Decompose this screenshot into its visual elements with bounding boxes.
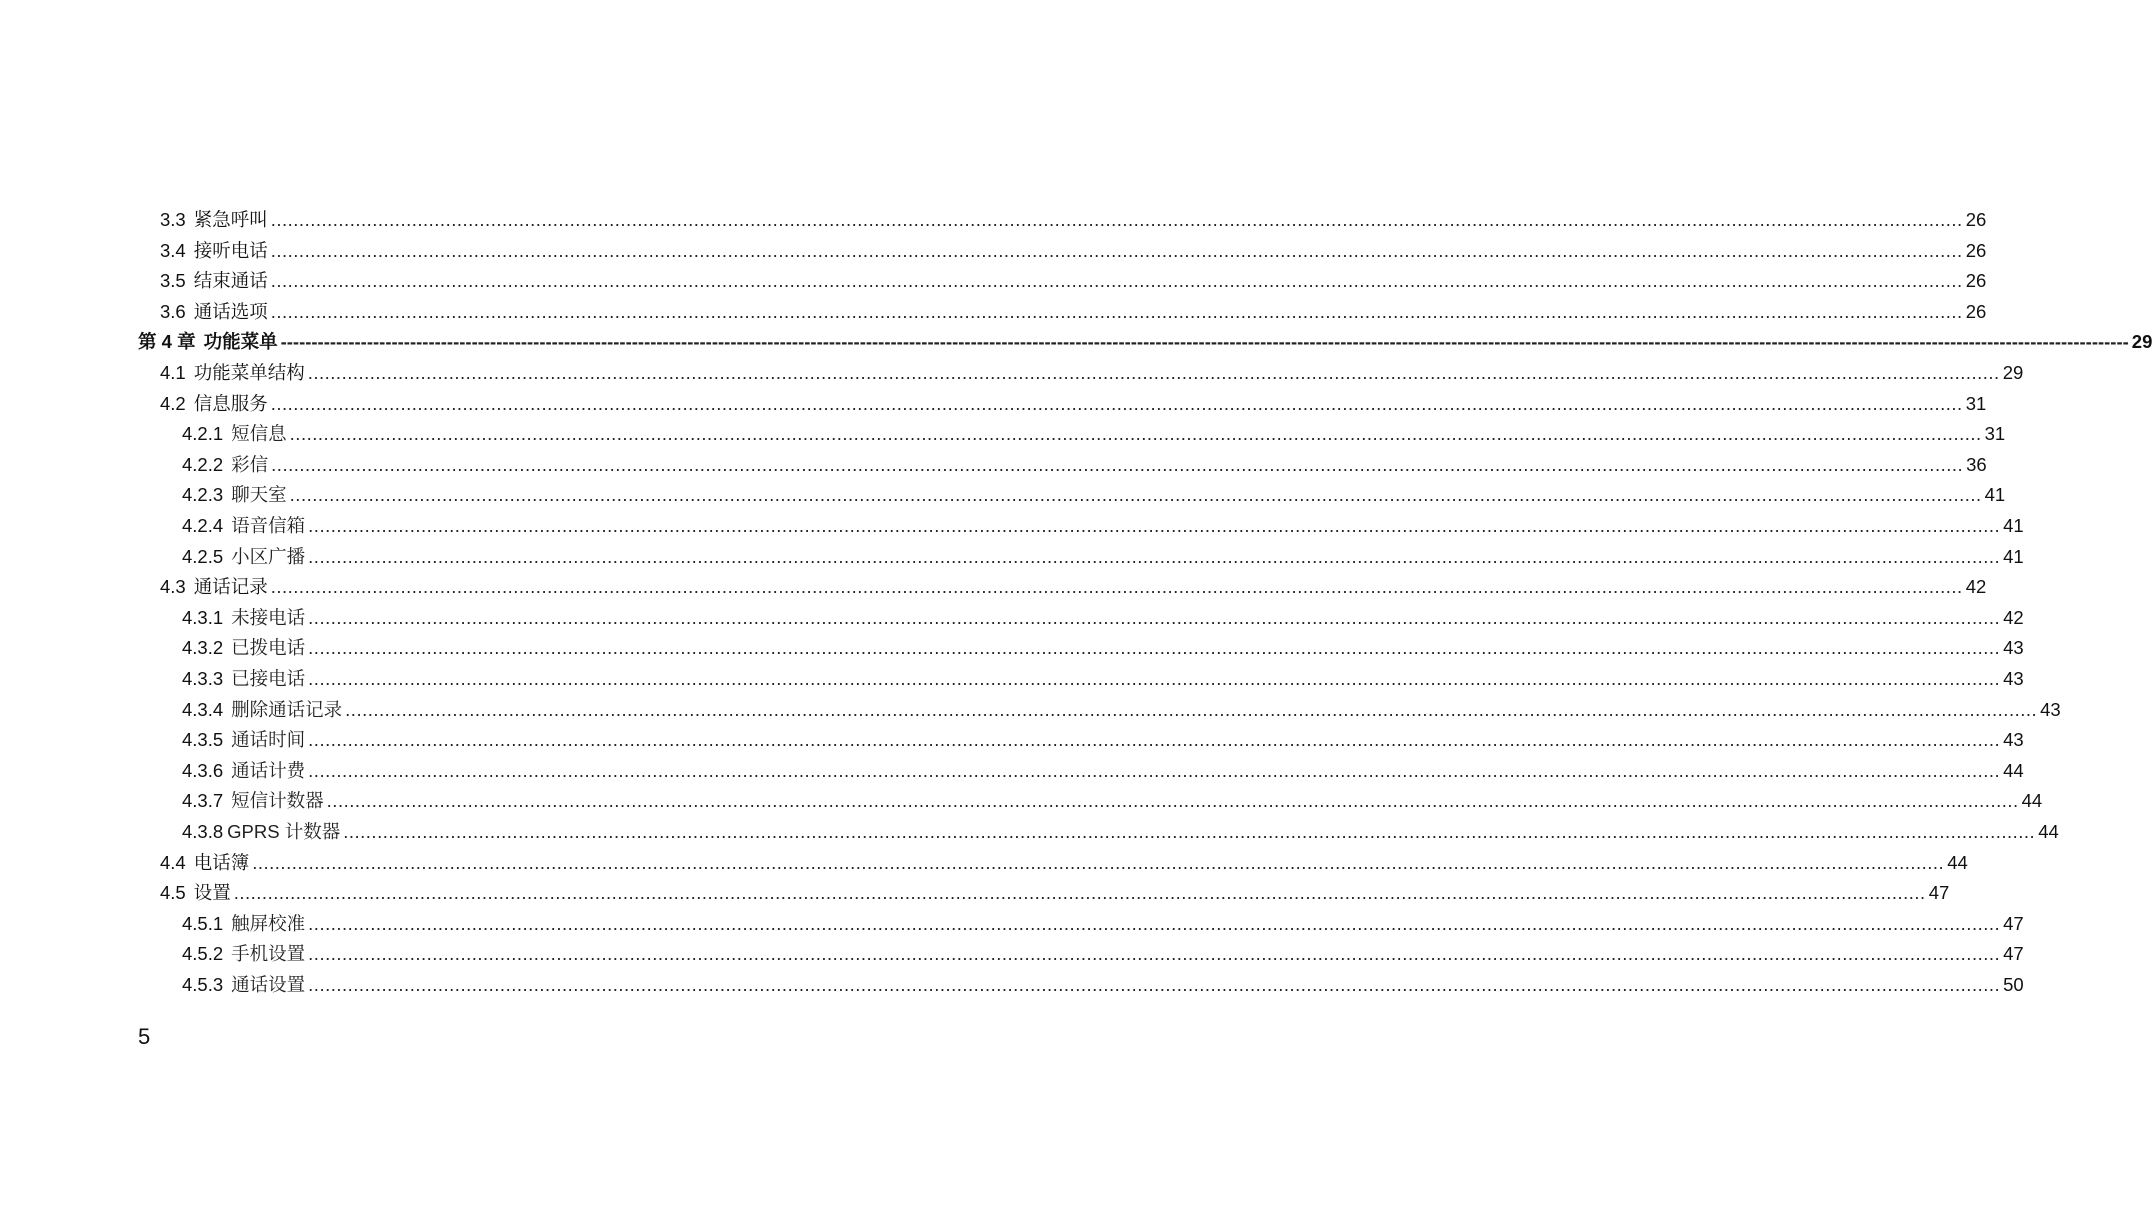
toc-leader-dots: ............................................................................................................................................................................................................................................................................................................ xyxy=(308,606,2001,628)
toc-entry-page: 42 xyxy=(2003,606,2024,628)
toc-entry-page: 44 xyxy=(1947,851,1968,873)
toc-entry-title: 功能菜单 xyxy=(203,331,278,353)
toc-entry-title: 紧急呼叫 xyxy=(193,209,268,230)
toc-entry[interactable] xyxy=(160,205,1987,235)
toc-entry[interactable] xyxy=(182,633,2024,663)
toc-entry-title: 已接电话 xyxy=(231,668,306,689)
toc-leader-dots: ............................................................................................................................................................................................................................................................................................................ xyxy=(308,515,2001,536)
toc-leader-dots: ............................................................................................................................................................................................................................................................................................................ xyxy=(307,362,2000,383)
toc-entry-number: 4.3.4 xyxy=(182,698,224,720)
toc-entry[interactable] xyxy=(182,542,2024,572)
toc-entry[interactable] xyxy=(160,572,1987,602)
toc-entry-page: 43 xyxy=(2003,637,2024,659)
toc-entry-page: 47 xyxy=(1928,882,1950,904)
toc-entry-title: 信息服务 xyxy=(193,392,268,414)
toc-entry-number: 3.5 xyxy=(160,270,186,292)
toc-entry-number: 3.3 xyxy=(160,209,186,230)
toc-entry-page: 29 xyxy=(2131,331,2152,353)
toc-entry[interactable] xyxy=(182,909,2024,939)
toc-entry-title: 电话簿 xyxy=(193,851,250,873)
toc-leader-dots: ------------------------------------------------------------------------------------------------------------------------------------------------------------------------------------------------------------------------------------------------------------------------------------------------------------ xyxy=(280,331,2129,353)
toc-entry[interactable] xyxy=(160,848,1968,878)
toc-entry-number: 4.3 xyxy=(160,576,186,598)
toc-entry[interactable] xyxy=(160,358,2024,388)
toc-entry[interactable] xyxy=(160,236,1987,266)
toc-entry-page: 42 xyxy=(1965,576,1987,598)
toc-entry-page: 41 xyxy=(2003,545,2024,567)
toc-entry[interactable] xyxy=(182,511,2024,541)
toc-leader-dots: ............................................................................................................................................................................................................................................................................................................ xyxy=(308,974,2001,995)
toc-leader-dots: ............................................................................................................................................................................................................................................................................................................ xyxy=(252,851,1945,873)
toc-entry-page: 47 xyxy=(2003,943,2024,965)
toc-entry-page: 47 xyxy=(2003,912,2024,934)
toc-entry-number: 4.2.2 xyxy=(182,453,224,475)
toc-entry-page: 44 xyxy=(2021,790,2043,812)
toc-leader-dots: ............................................................................................................................................................................................................................................................................................................ xyxy=(326,790,2019,812)
toc-entry[interactable] xyxy=(160,266,1987,296)
toc-entry-page: 41 xyxy=(2003,515,2024,536)
toc-entry-title: GPRS 计数器 xyxy=(227,821,341,842)
toc-entry-title: 删除通话记录 xyxy=(231,698,343,720)
toc-leader-dots: ............................................................................................................................................................................................................................................................................................................ xyxy=(270,300,1963,322)
toc-entry-number: 4.3.6 xyxy=(182,759,224,781)
toc-entry-number: 4.3.7 xyxy=(182,790,224,812)
toc-entry[interactable] xyxy=(182,939,2024,969)
toc-entry[interactable] xyxy=(182,970,2024,1000)
toc-entry-title: 已拨电话 xyxy=(231,637,306,659)
toc-entry-number: 4.3.3 xyxy=(182,668,224,689)
toc-leader-dots: ............................................................................................................................................................................................................................................................................................................ xyxy=(308,668,2001,689)
toc-entry-number: 4.3.1 xyxy=(182,606,224,628)
toc-entry-number: 4.5.2 xyxy=(182,943,224,965)
toc-entry-page: 26 xyxy=(1965,270,1987,292)
toc-entry[interactable] xyxy=(160,878,1950,908)
toc-entry-title: 结束通话 xyxy=(193,270,268,292)
toc-entry-number: 4.5 xyxy=(160,882,186,904)
toc-entry-title: 通话记录 xyxy=(193,576,268,598)
toc-entry-number: 4.5.3 xyxy=(182,974,224,995)
toc-entry[interactable] xyxy=(182,817,2059,847)
toc-entry-number: 4.4 xyxy=(160,851,186,873)
toc-entry[interactable] xyxy=(182,480,2006,510)
toc-entry-title: 小区广播 xyxy=(231,545,306,567)
toc-entry-title: 通话时间 xyxy=(231,729,306,751)
toc-entry[interactable] xyxy=(182,450,1987,480)
toc-leader-dots: ............................................................................................................................................................................................................................................................................................................ xyxy=(343,821,2036,842)
toc-entry-page: 36 xyxy=(1966,453,1987,475)
toc-entry[interactable] xyxy=(182,695,2061,725)
toc-entry-page: 43 xyxy=(2003,668,2024,689)
toc-entry[interactable] xyxy=(160,297,1987,327)
toc-leader-dots: ............................................................................................................................................................................................................................................................................................................ xyxy=(289,423,1982,445)
toc-leader-dots: ............................................................................................................................................................................................................................................................................................................ xyxy=(289,484,1982,506)
toc-entry-number: 4.2.5 xyxy=(182,545,224,567)
toc-entry-title: 彩信 xyxy=(231,453,269,475)
toc-leader-dots: ............................................................................................................................................................................................................................................................................................................ xyxy=(270,209,1963,230)
toc-entry-title: 聊天室 xyxy=(231,484,287,506)
toc-entry[interactable] xyxy=(182,725,2024,755)
toc-entry[interactable] xyxy=(182,664,2024,694)
toc-entry-number: 4.2.4 xyxy=(182,515,224,536)
toc-leader-dots: ............................................................................................................................................................................................................................................................................................................ xyxy=(308,545,2001,567)
toc-entry-number: 第 4 章 xyxy=(138,331,196,353)
toc-entry-title: 功能菜单结构 xyxy=(193,362,305,383)
toc-entry-number: 4.2.3 xyxy=(182,484,224,506)
toc-entry-title: 触屏校准 xyxy=(231,912,306,934)
toc-entry-number: 4.1 xyxy=(160,362,186,383)
toc-entry-page: 29 xyxy=(2002,362,2024,383)
toc-leader-dots: ............................................................................................................................................................................................................................................................................................................ xyxy=(308,637,2001,659)
toc-leader-dots: ............................................................................................................................................................................................................................................................................................................ xyxy=(308,912,2001,934)
page-number: 5 xyxy=(138,1024,151,1049)
toc-entry-title: 未接电话 xyxy=(231,606,306,628)
toc-entry-page: 26 xyxy=(1965,209,1987,230)
toc-entry[interactable] xyxy=(138,327,2152,357)
toc-entry-page: 50 xyxy=(2003,974,2024,995)
toc-entry-number: 4.5.1 xyxy=(182,912,224,934)
toc-leader-dots: ............................................................................................................................................................................................................................................................................................................ xyxy=(308,729,2001,751)
toc-entry-number: 3.4 xyxy=(160,239,186,261)
toc-entry-page: 44 xyxy=(2003,759,2024,781)
toc-entry-page: 31 xyxy=(1984,423,2006,445)
toc-leader-dots: ............................................................................................................................................................................................................................................................................................................ xyxy=(270,270,1963,292)
toc-entry-page: 41 xyxy=(1984,484,2006,506)
toc-entry[interactable] xyxy=(182,756,2024,786)
toc-entry-title: 通话设置 xyxy=(231,974,306,995)
toc-entry-title: 设置 xyxy=(193,882,231,904)
toc-entry-number: 3.6 xyxy=(160,300,186,322)
toc-entry-number: 4.3.2 xyxy=(182,637,224,659)
toc-entry-number: 4.2 xyxy=(160,392,186,414)
toc-entry-title: 短信计数器 xyxy=(231,790,324,812)
toc-entry-page: 44 xyxy=(2038,821,2059,842)
toc-entry-number: 4.2.1 xyxy=(182,423,224,445)
toc-entry-title: 通话计费 xyxy=(231,759,306,781)
toc-leader-dots: ............................................................................................................................................................................................................................................................................................................ xyxy=(308,943,2001,965)
toc-leader-dots: ............................................................................................................................................................................................................................................................................................................ xyxy=(345,698,2038,720)
toc-entry[interactable] xyxy=(160,389,1987,419)
toc-entry-page: 26 xyxy=(1965,239,1987,261)
toc-entry-number: 4.3.8 xyxy=(182,821,224,842)
toc-entry-page: 31 xyxy=(1965,392,1987,414)
toc-leader-dots: ............................................................................................................................................................................................................................................................................................................ xyxy=(271,453,1964,475)
toc-entry-page: 26 xyxy=(1965,300,1987,322)
toc-leader-dots: ............................................................................................................................................................................................................................................................................................................ xyxy=(308,759,2001,781)
toc-entry[interactable] xyxy=(182,786,2043,816)
toc-entry-title: 手机设置 xyxy=(231,943,306,965)
toc-entry-title: 接听电话 xyxy=(193,239,268,261)
toc-entry[interactable] xyxy=(182,419,2006,449)
toc-entry-title: 语音信箱 xyxy=(231,515,306,536)
toc-leader-dots: ............................................................................................................................................................................................................................................................................................................ xyxy=(233,882,1926,904)
toc-entry[interactable] xyxy=(182,603,2024,633)
toc-entry-title: 短信息 xyxy=(231,423,287,445)
toc-entry-page: 43 xyxy=(2003,729,2024,751)
toc-leader-dots: ............................................................................................................................................................................................................................................................................................................ xyxy=(270,576,1963,598)
toc-leader-dots: ............................................................................................................................................................................................................................................................................................................ xyxy=(270,239,1963,261)
toc-entry-number: 4.3.5 xyxy=(182,729,224,751)
toc-leader-dots: ............................................................................................................................................................................................................................................................................................................ xyxy=(270,392,1963,414)
toc-entry-page: 43 xyxy=(2040,698,2061,720)
toc-entry-title: 通话选项 xyxy=(193,300,268,322)
